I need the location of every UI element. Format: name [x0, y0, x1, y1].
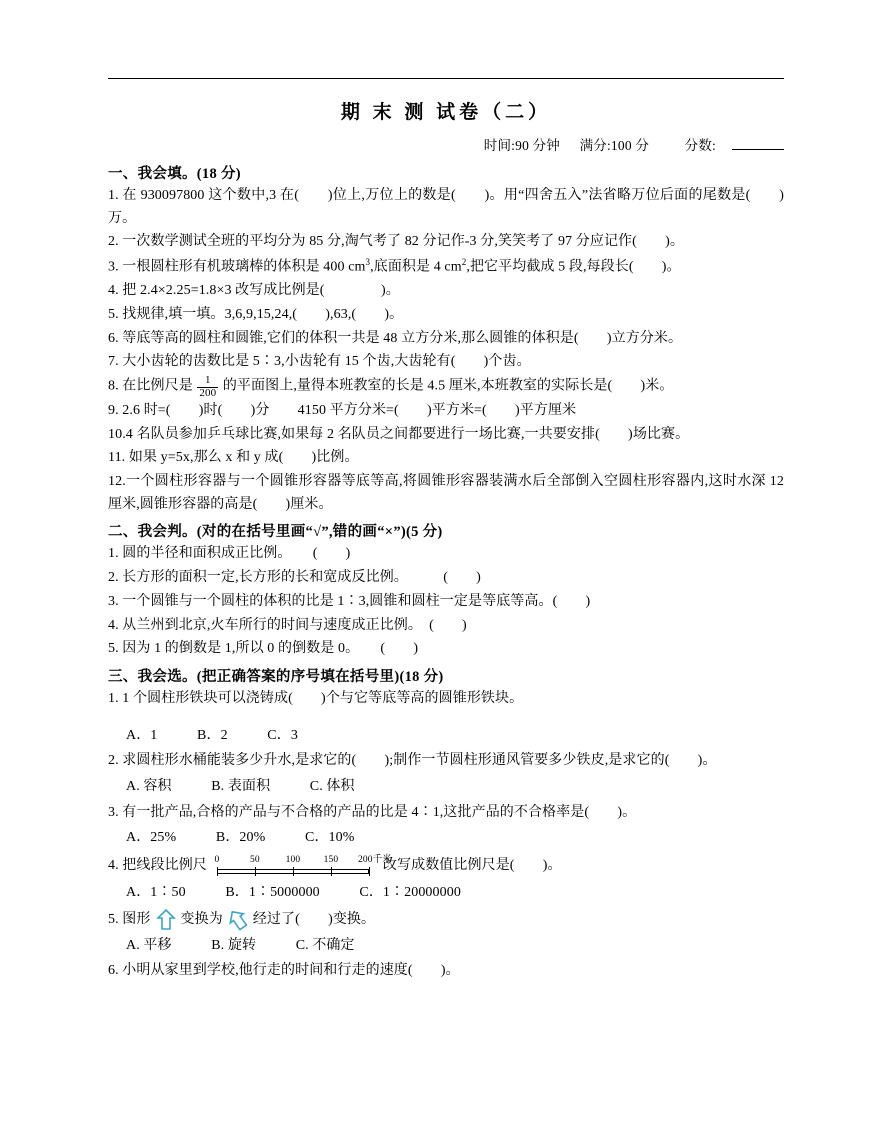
- section-heading-choice: 三、我会选。(把正确答案的序号填在括号里)(18 分): [108, 668, 444, 685]
- meta-score: 分数:: [669, 138, 784, 153]
- question-1-1: 1. 在 930097800 这个数中,3 在( )位上,万位上的数是( )。用“四舍五入”法省略万位后面的尾数是( )万。: [108, 188, 784, 226]
- question-1-4: 4. 把 2.4×2.25=1.8×3 改写成比例是( )。: [108, 283, 400, 299]
- question-3-6: 6. 小明从家里到学校,他行走的时间和行走的速度( )。: [108, 963, 460, 979]
- question-1-3: 3. 一根圆柱形有机玻璃棒的体积是 400 $cm^3$,底面积是 4 $cm^2$,把它平均截成 5 段,每段长( )。: [108, 257, 681, 275]
- arrow-shape-up-icon: [153, 908, 179, 932]
- question-2-2: 2. 长方形的面积一定,长方形的长和宽成反比例。 ( ): [108, 570, 481, 586]
- question-3-4-text-after: 改写成数值比例尺是( )。: [382, 858, 562, 874]
- question-1-11: 11. 如果 y=5x,那么 x 和 y 成( )比例。: [108, 450, 359, 466]
- option-b[interactable]: B. 表面积: [211, 778, 271, 794]
- option-a[interactable]: A．1: [126, 727, 158, 743]
- header-divider: [108, 78, 784, 79]
- exam-meta: [108, 134, 784, 154]
- meta-full-score: 满分:100 分: [579, 138, 650, 153]
- question-3-2: 2. 求圆柱形水桶能装多少升水,是求它的( );制作一节圆柱形通风管要多少铁皮,是求它的( )。: [108, 753, 717, 769]
- page-content: [108, 78, 784, 984]
- question-3-5-options: [126, 935, 784, 958]
- scale-bar-diagram: [211, 853, 392, 879]
- question-1-6: 6. 等底等高的圆柱和圆锥,它们的体积一共是 48 立方分米,那么圆锥的体积是( )立方分米。: [108, 330, 683, 346]
- question-1-8: 8. 在比例尺是 $\frac{1}{200}$ 的平面图上,量得本班教室的长是 4.5 厘米,本班教室的实际长是( )米。: [108, 374, 674, 399]
- section-heading-truefalse: 二、我会判。(对的在括号里画“√”,错的画“×”)(5 分): [108, 524, 443, 541]
- question-2-5: 5. 因为 1 的倒数是 1,所以 0 的倒数是 0。 ( ): [108, 641, 419, 657]
- fraction-one-over-two-hundred: $\frac{1}{200}$: [199, 374, 217, 399]
- page-title: 期 末 测 试卷（二）: [340, 102, 552, 123]
- score-blank: [732, 136, 784, 150]
- option-c[interactable]: C．3: [267, 727, 298, 743]
- question-1-9: 9. 2.6 时=( )时( )分 4150 平方分米=( )平方米=( )平方厘米: [108, 403, 577, 419]
- question-3-5: [108, 908, 784, 932]
- section-heading-fill: 一、我会填。(18 分): [108, 166, 241, 182]
- question-1-7: 7. 大小齿轮的齿数比是 5∶3,小齿轮有 15 个齿,大齿轮有( )个齿。: [108, 354, 531, 370]
- question-3-4-options: [126, 882, 784, 905]
- arrow-shape-rotated-icon: [225, 908, 251, 932]
- question-1-12: 12.一个圆柱形容器与一个圆锥形容器等底等高,将圆锥形容器装满水后全部倒入空圆柱形容器内,这时水深 12 厘米,圆锥形容器的高是( )厘米。: [108, 474, 784, 512]
- question-3-5-text-mid: 变换为: [180, 911, 223, 927]
- question-1-10: 10.4 名队员参加乒乓球比赛,如果每 2 名队员之间都要进行一场比赛,一共要安排( )场比赛。: [108, 426, 690, 442]
- question-3-3: 3. 有一批产品,合格的产品与不合格的产品的比是 4∶1,这批产品的不合格率是( )。: [108, 804, 637, 820]
- question-3-5-text-after: 经过了( )变换。: [252, 911, 376, 927]
- question-3-5-text: 5. 图形: [108, 911, 151, 927]
- question-1-2: 2. 一次数学测试全班的平均分为 85 分,淘气考了 82 分记作-3 分,笑笑考了 97 分应记作( )。: [108, 234, 684, 250]
- scale-label-100: 100: [285, 854, 301, 865]
- question-3-2-options: [126, 776, 784, 799]
- option-b[interactable]: B．1∶5000000: [225, 884, 320, 900]
- option-a[interactable]: A. 平移: [126, 937, 172, 953]
- option-c[interactable]: C．1∶20000000: [359, 884, 461, 900]
- question-2-3: 3. 一个圆锥与一个圆柱的体积的比是 1∶3,圆锥和圆柱一定是等底等高。( ): [108, 593, 591, 609]
- question-2-1: 1. 圆的半径和面积成正比例。 ( ): [108, 546, 351, 562]
- question-3-4: [108, 853, 784, 879]
- question-1-5: 5. 找规律,填一填。3,6,9,15,24,( ),63,( )。: [108, 307, 404, 323]
- scale-label-200: 200千米: [358, 854, 392, 865]
- meta-time: 时间:90 分钟: [483, 138, 560, 153]
- question-3-3-options: [126, 827, 784, 850]
- option-c[interactable]: C．10%: [305, 830, 355, 846]
- question-3-1: 1. 1 个圆柱形铁块可以浇铸成( )个与它等底等高的圆锥形铁块。: [108, 690, 524, 706]
- option-a[interactable]: A．1∶50: [126, 884, 186, 900]
- option-b[interactable]: B．20%: [215, 830, 266, 846]
- option-b[interactable]: B．2: [197, 727, 228, 743]
- option-a[interactable]: A. 容积: [126, 778, 172, 794]
- question-2-4: 4. 从兰州到北京,火车所行的时间与速度成正比例。 ( ): [108, 617, 467, 633]
- option-a[interactable]: A．25%: [126, 830, 177, 846]
- scale-label-150: 150: [323, 854, 339, 865]
- question-3-1-options: [126, 725, 784, 748]
- option-c[interactable]: C. 不确定: [295, 937, 355, 953]
- option-c[interactable]: C. 体积: [309, 778, 355, 794]
- option-b[interactable]: B. 旋转: [211, 937, 257, 953]
- question-3-4-text: 4. 把线段比例尺: [108, 858, 207, 874]
- scale-label-0: 0: [214, 854, 220, 865]
- scale-label-50: 50: [250, 854, 260, 865]
